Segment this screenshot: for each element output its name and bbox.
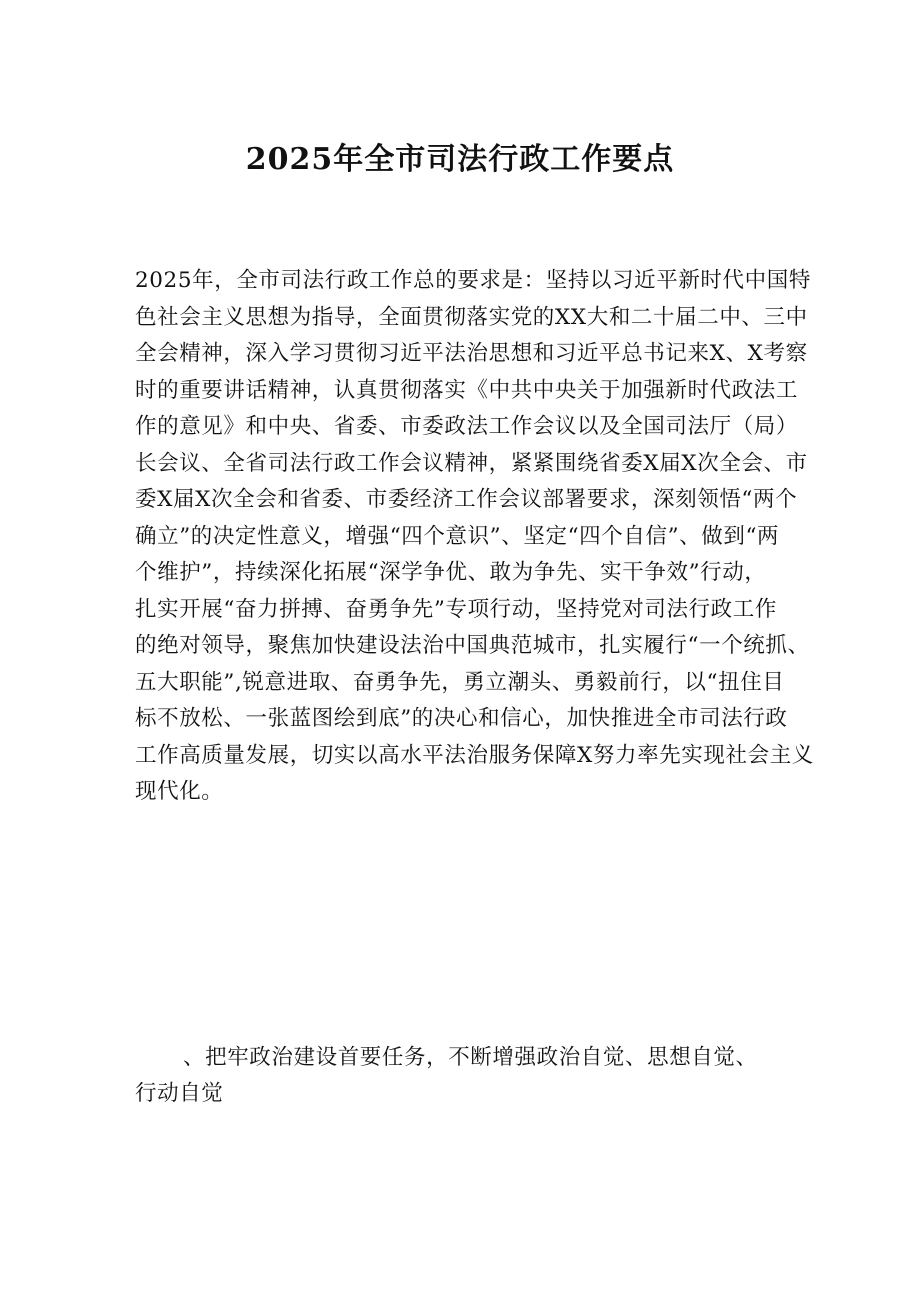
paragraph-line: 时的重要讲话精神，认真贯彻落实《中共中央关于加强新时代政法工 [135, 377, 799, 403]
document-title: 2025年全市司法行政工作要点 [245, 142, 675, 177]
paragraph-line: 个维护”，持续深化拓展“深学争优、敢为争先、实干争效”行动， [135, 560, 767, 585]
paragraph-line: 工作高质量发展，切实以高水平法治服务保障X努力率先实现社会主义 [135, 742, 814, 768]
intro-paragraph [135, 263, 814, 811]
paragraph-line: 委X届X次全会和省委、市委经济工作会议部署要求，深刻领悟“两个 [135, 487, 798, 512]
paragraph-line: 色社会主义思想为指导，全面贯彻落实党的XX大和二十届二中、三中 [135, 304, 808, 330]
section-heading-line: 行动自觉 [135, 1081, 224, 1106]
paragraph-line: 的绝对领导，聚焦加快建设法治中国典范城市，扎实履行“一个统抓、 [135, 633, 810, 658]
paragraph-line: 五大职能”,锐意进取、奋勇争先，勇立潮头、勇毅前行，以“扭住目 [135, 669, 785, 695]
paragraph-line: 全会精神，深入学习贯彻习近平法治思想和习近平总书记来X、X考察 [135, 341, 808, 366]
paragraph-line: 扎实开展“奋力拼搏、奋勇争先”专项行动，坚持党对司法行政工作 [135, 596, 777, 622]
section-heading-line: 、把牢政治建设首要任务，不断增强政治自觉、思想自觉、 [183, 1045, 758, 1070]
section-heading [135, 1040, 795, 1112]
paragraph-line: 标不放松、一张蓝图绘到底”的决心和信心，加快推进全市司法行政 [135, 706, 788, 731]
paragraph-line: 2025年，全市司法行政工作总的要求是：坚持以习近平新时代中国特 [135, 268, 811, 293]
paragraph-line: 作的意见》和中央、省委、市委政法工作会议以及全国司法厅（局） [135, 414, 799, 439]
paragraph-line: 长会议、全省司法行政工作会议精神，紧紧围绕省委X届X次全会、市 [135, 450, 808, 476]
paragraph-line: 现代化。 [135, 779, 224, 804]
paragraph-line: 确立”的决定性意义，增强“四个意识”、坚定“四个自信”、做到“两 [135, 523, 780, 549]
